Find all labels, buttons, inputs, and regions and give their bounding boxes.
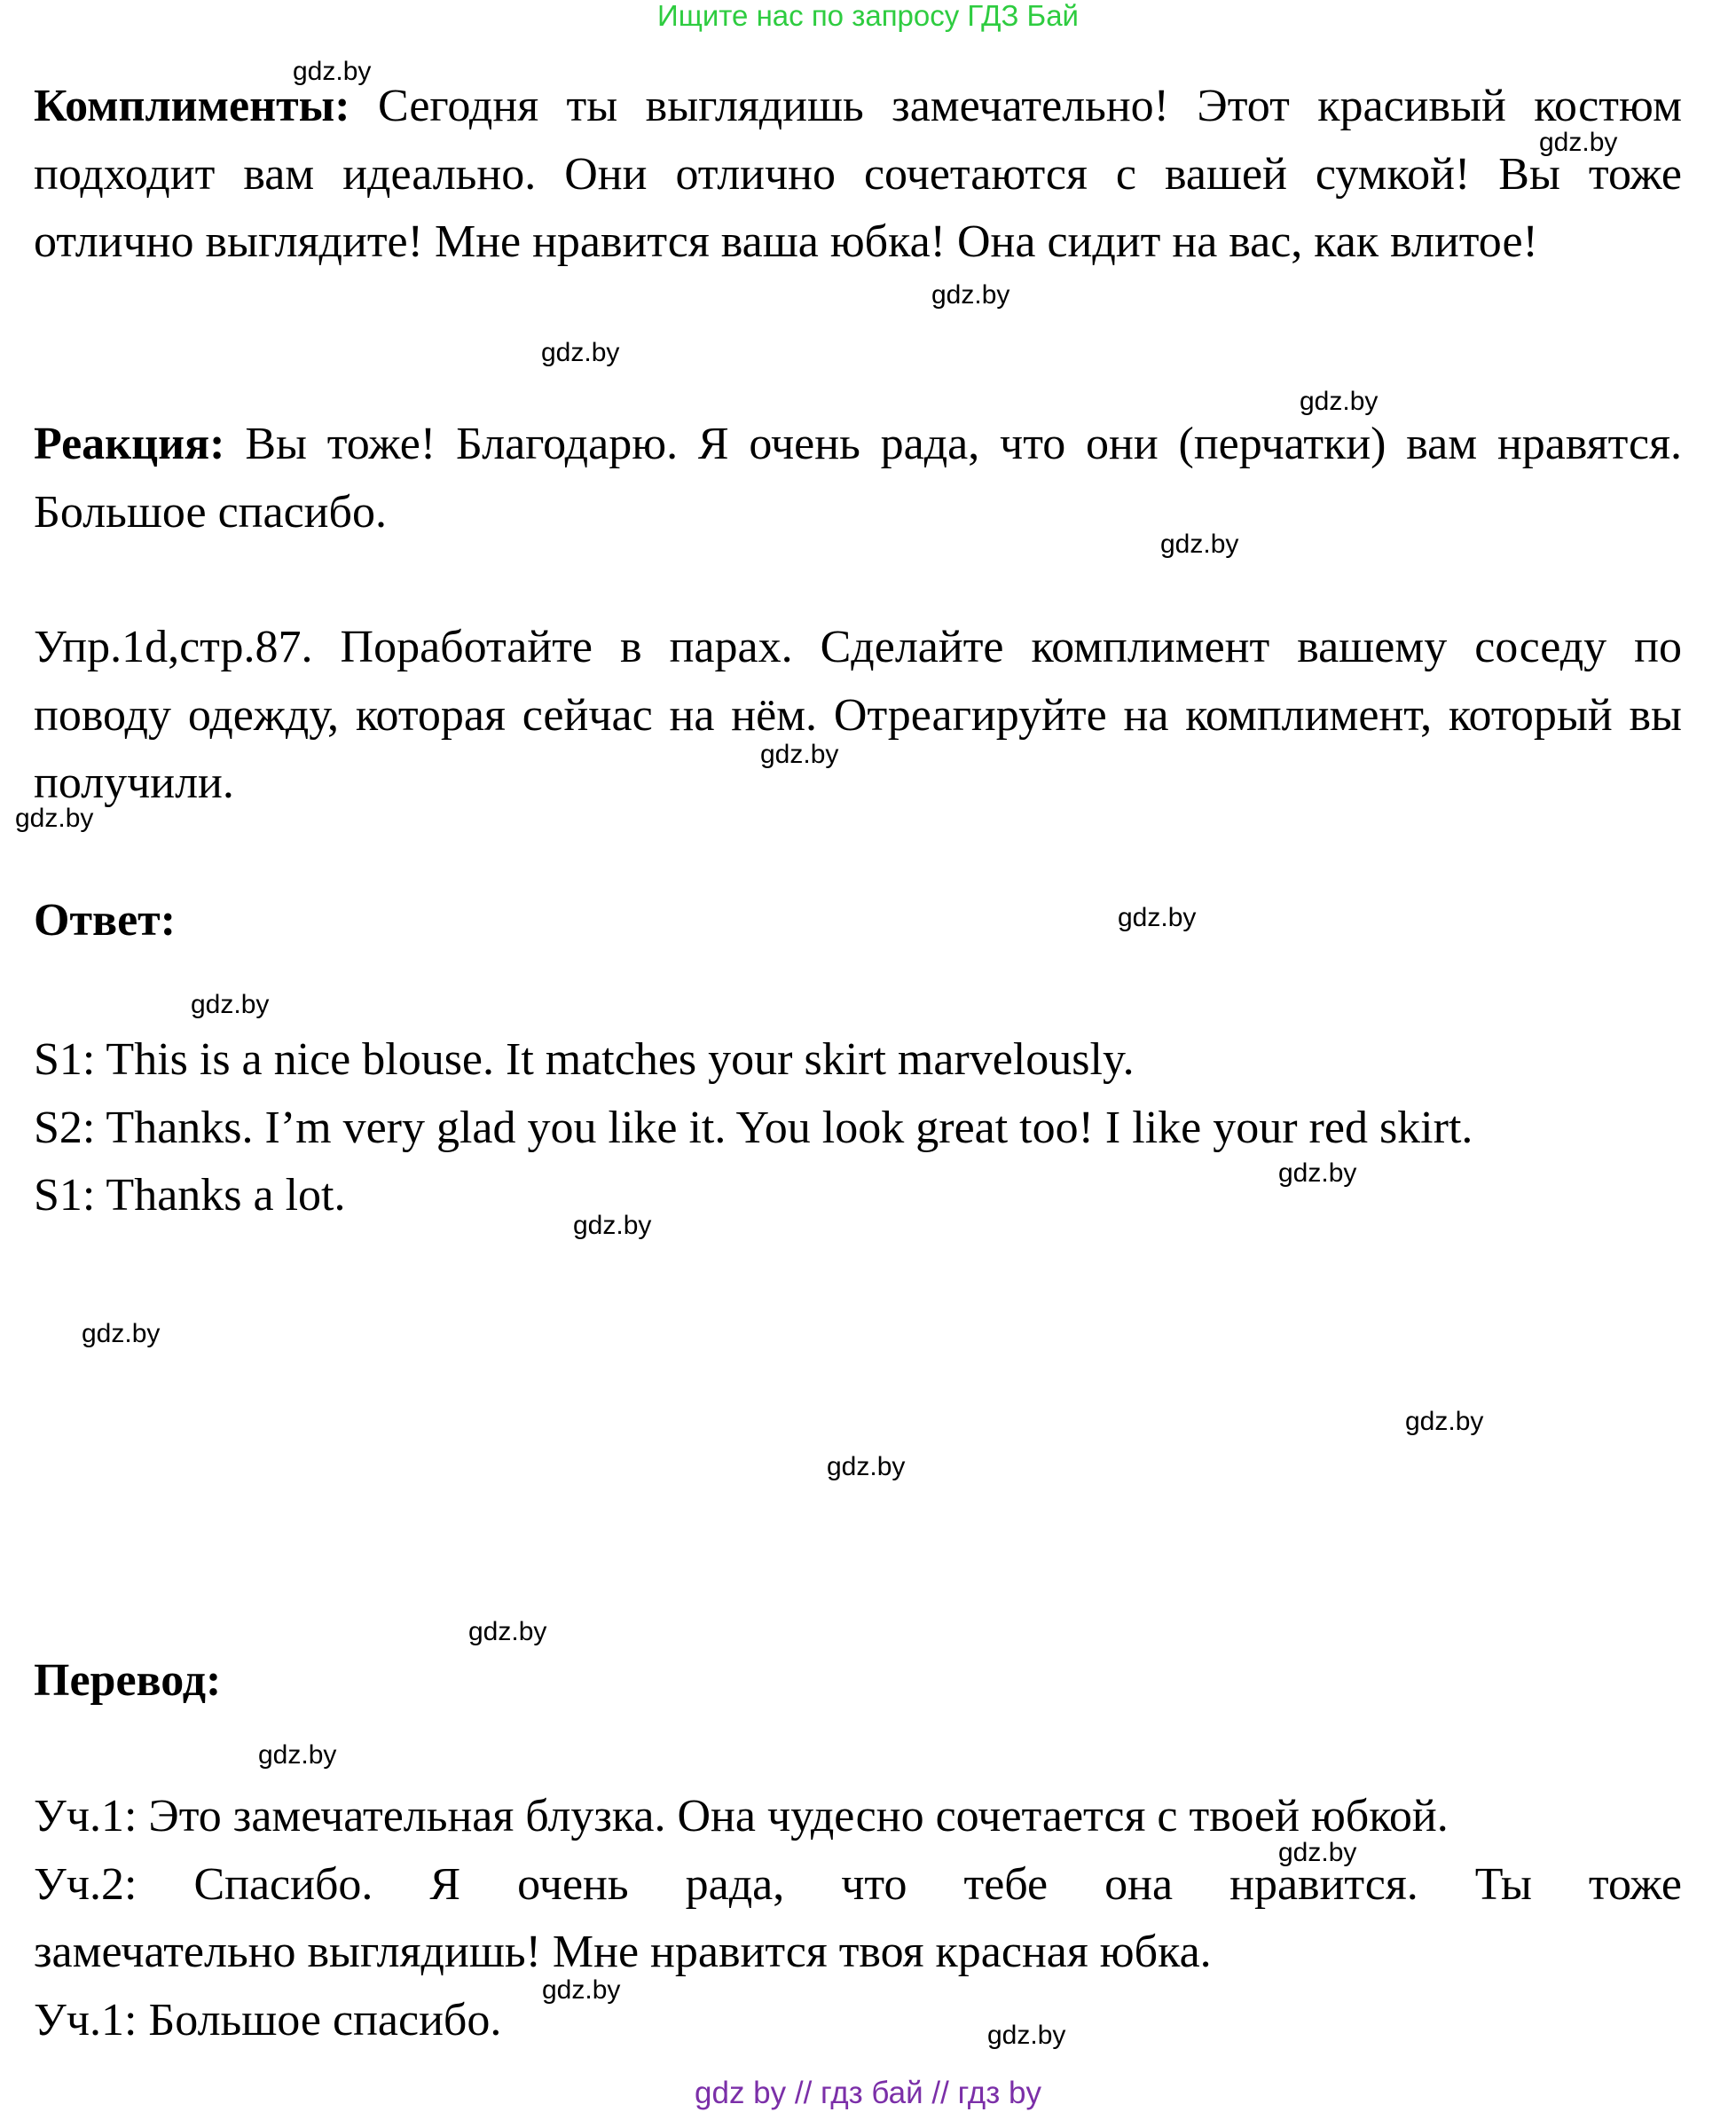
watermark: gdz.by [258,1740,337,1770]
watermark: gdz.by [82,1319,161,1348]
watermark: gdz.by [293,57,372,86]
compliments-paragraph [34,73,1682,277]
watermark: gdz.by [1405,1407,1484,1436]
compliments-text: Сегодня ты выглядишь замечательно! Этот красивый костюм подходит вам идеально. Они отлично сочетаются с вашей сумкой! Вы тоже отлично выглядите! Мне нравится ваша юбка! Она сидит на вас, как влитое! [34,81,1683,267]
watermark: gdz.by [1278,1158,1357,1188]
compliments-label: Комплименты: [34,81,350,131]
translation-line: замечательно выглядишь! Мне нравится твоя красная юбка. [34,1927,1212,1977]
watermark: gdz.by [468,1617,547,1646]
reaction-paragraph [34,411,1682,546]
watermark: gdz.by [1160,530,1239,559]
watermark: gdz.by [1278,1838,1357,1867]
watermark: gdz.by [1300,387,1379,416]
answer-line: S1: Thanks a lot. [34,1170,346,1221]
watermark: gdz.by [760,740,839,769]
translation-line: Уч.2: Спасибо. Я очень рада, что тебе она нравится. Ты тоже [34,1859,1682,1910]
reaction-label: Реакция: [34,419,225,469]
watermark: gdz.by [541,338,620,367]
watermark: gdz.by [987,2021,1066,2050]
translation-line: Уч.1: Большое спасибо. [34,1995,502,2045]
task-paragraph [34,614,1682,818]
answer-line: S2: Thanks. I’m very glad you like it. You look great too! I like your red skirt. [34,1103,1473,1153]
watermark: gdz.by [1539,128,1618,157]
footer-links: gdz by // гдз бай // гдз by [695,2076,1041,2110]
answer-heading: Ответ: [34,895,177,946]
watermark: gdz.by [191,990,270,1019]
watermark: gdz.by [573,1211,652,1240]
watermark: gdz.by [1118,903,1197,932]
watermark: gdz.by [827,1452,906,1481]
watermark: gdz.by [15,804,94,833]
watermark: gdz.by [542,1975,621,2005]
answer-line: S1: This is a nice blouse. It matches your skirt marvelously. [34,1034,1135,1085]
task-text: Упр.1d,стр.87. Поработайте в парах. Сделайте комплимент вашему соседу по поводу одежду, которая сейчас на нём. Отреагируйте на комплимент, который вы получили. [34,622,1682,808]
top-banner: Ищите нас по запросу ГДЗ Бай [657,0,1079,32]
reaction-text: Вы тоже! Благодарю. Я очень рада, что они (перчатки) вам нравятся. Большое спасибо. [34,419,1682,538]
watermark: gdz.by [931,280,1010,310]
translation-line: Уч.1: Это замечательная блузка. Она чудесно сочетается с твоей юбкой. [34,1791,1449,1841]
translation-heading: Перевод: [34,1655,222,1706]
